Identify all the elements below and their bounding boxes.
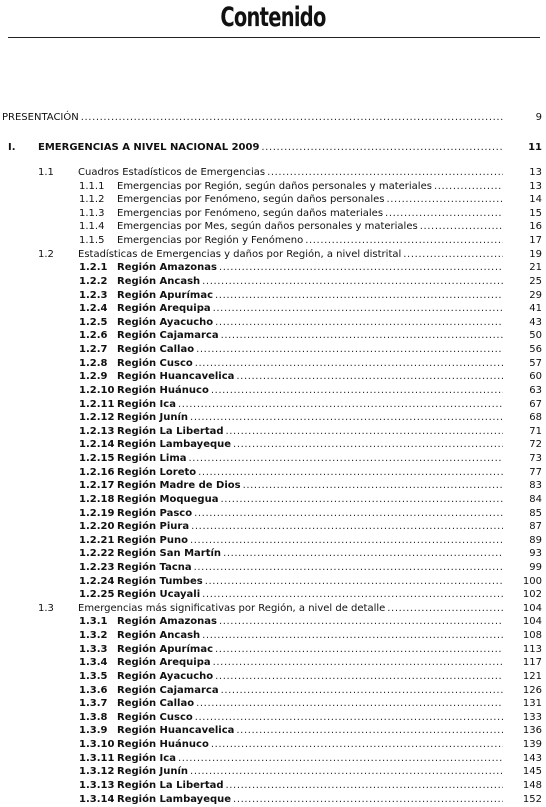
toc-entry-page: 25 — [529, 275, 542, 287]
toc-entry[interactable] — [0, 534, 546, 548]
toc-entry[interactable] — [0, 738, 546, 752]
toc-entry-label: Emergencias por Fenómeno, según daños personales — [117, 194, 385, 206]
toc-entry-label: Región Pasco — [117, 507, 193, 519]
toc-leader-dots — [202, 275, 503, 289]
toc-entry-page: 11 — [528, 142, 542, 153]
toc-entry-label: Región Arequipa — [117, 657, 211, 669]
toc-entry-page: 67 — [529, 398, 542, 410]
toc-entry[interactable] — [0, 180, 546, 194]
toc-leader-dots — [194, 507, 503, 521]
toc-leader-dots — [215, 289, 503, 303]
toc-entry-number: 1.2.12 — [79, 412, 115, 424]
toc-entry[interactable] — [0, 479, 546, 493]
toc-entry-label: Emergencias por Mes, según daños personales y materiales — [117, 221, 418, 233]
toc-leader-dots — [226, 425, 504, 439]
toc-entry[interactable] — [0, 779, 546, 793]
toc-entry-number: 1.3.5 — [79, 670, 108, 682]
toc-entry-page: 87 — [529, 521, 542, 533]
toc-entry-page: 13 — [529, 167, 542, 178]
toc-entry-page: 73 — [529, 453, 542, 465]
toc-entry-page: 100 — [522, 575, 542, 587]
toc-entry-page: 85 — [529, 507, 542, 519]
toc-entry[interactable] — [0, 765, 546, 779]
toc-entry-number: 1.2.18 — [79, 493, 115, 505]
toc-entry-label: Región Ayacucho — [117, 670, 214, 682]
toc-entry-number: 1.2.10 — [79, 384, 115, 396]
toc-entry-number: 1.2.25 — [79, 589, 115, 601]
toc-entry-label: Región Cusco — [117, 357, 193, 369]
toc-entry[interactable] — [0, 724, 546, 738]
toc-leader-dots — [215, 670, 503, 684]
toc-entry-page: 104 — [522, 616, 542, 628]
toc-entry-number: 1.3.9 — [79, 725, 108, 737]
toc-leader-dots — [211, 738, 503, 752]
toc-leader-dots — [178, 398, 503, 412]
toc-entry[interactable] — [0, 248, 546, 262]
toc-entry-page: 50 — [529, 330, 542, 342]
toc-leader-dots — [267, 166, 503, 180]
toc-entry[interactable] — [0, 670, 546, 684]
toc-leader-dots — [403, 248, 503, 262]
toc-entry[interactable] — [0, 547, 546, 561]
toc-leader-dots — [213, 302, 503, 316]
toc-entry-page: 89 — [529, 534, 542, 546]
toc-leader-dots — [195, 357, 503, 371]
toc-entry-number: 1.2.9 — [79, 371, 108, 383]
toc-entry-page: 72 — [529, 439, 542, 451]
toc-entry-label: Emergencias más significativas por Región, a nivel de detalle — [78, 602, 386, 614]
toc-entry-page: 148 — [522, 779, 542, 791]
toc-entry-label: Región Junín — [117, 766, 189, 778]
toc-entry-label: Emergencias por Región y Fenómeno — [117, 235, 304, 247]
toc-entry-label: Región Callao — [117, 344, 195, 356]
toc-entry-number: 1.1.2 — [79, 194, 105, 206]
toc-entry-page: 143 — [522, 752, 542, 764]
toc-leader-dots — [236, 370, 503, 384]
toc-leader-dots — [213, 656, 503, 670]
toc-leader-dots — [233, 438, 503, 452]
toc-entry-page: 126 — [522, 684, 542, 696]
toc-entry[interactable] — [0, 656, 546, 670]
toc-entry[interactable] — [0, 493, 546, 507]
toc-leader-dots — [196, 697, 503, 711]
toc-entry-number: 1.3.14 — [79, 793, 115, 805]
toc-leader-dots — [205, 575, 503, 589]
toc-entry[interactable] — [0, 561, 546, 575]
toc-entry-number: 1.2.2 — [79, 275, 108, 287]
toc-entry-label: PRESENTACIÓN — [2, 112, 79, 123]
toc-entry[interactable] — [0, 452, 546, 466]
toc-entry-number: 1.2 — [38, 248, 54, 260]
toc-entry-label: Estadísticas de Emergencias y daños por Región, a nivel distrital — [78, 248, 402, 260]
toc-entry-page: 71 — [529, 425, 542, 437]
toc-entry-number: 1.3.11 — [79, 752, 115, 764]
toc-leader-dots — [385, 207, 503, 221]
toc-entry-label: Región Moquegua — [117, 493, 219, 505]
toc-entry[interactable] — [0, 520, 546, 534]
toc-leader-dots — [236, 724, 503, 738]
toc-entry-page: 139 — [522, 739, 542, 751]
toc-entry-number: 1.3 — [38, 602, 54, 614]
toc-entry-label: Región Huánuco — [117, 739, 209, 751]
toc-leader-dots — [243, 479, 503, 493]
toc-entry-label: Región Huánuco — [117, 384, 209, 396]
toc-entry-label: Región Lima — [117, 453, 187, 465]
toc-entry-page: 117 — [522, 657, 542, 669]
toc-entry[interactable] — [0, 343, 546, 357]
toc-leader-dots — [305, 234, 503, 248]
toc-entry-number: 1.1.4 — [79, 221, 105, 233]
toc-entry-label: Región Callao — [117, 698, 195, 710]
toc-leader-dots — [198, 466, 503, 480]
toc-entry-page: 136 — [522, 725, 542, 737]
toc-leader-dots — [387, 602, 503, 616]
toc-entry[interactable] — [0, 615, 546, 629]
toc-entry-label: Cuadros Estadísticos de Emergencias — [78, 167, 266, 178]
toc-entry-number: 1.1.5 — [79, 235, 105, 247]
toc-leader-dots — [202, 588, 503, 602]
toc-entry[interactable] — [0, 234, 546, 248]
toc-entry-page: 93 — [529, 548, 542, 560]
toc-entry[interactable] — [0, 684, 546, 698]
toc-leader-dots — [202, 629, 503, 643]
toc-entry-label: Región Apurímac — [117, 643, 214, 655]
toc-entry-page: 14 — [529, 194, 542, 206]
toc-entry-label: Emergencias por Región, según daños personales y materiales — [117, 180, 432, 192]
toc-leader-dots — [190, 534, 503, 548]
toc-entry[interactable] — [0, 507, 546, 521]
toc-entry-page: 13 — [529, 180, 542, 192]
toc-entry-page: 29 — [529, 289, 542, 301]
toc-entry[interactable] — [0, 697, 546, 711]
toc-entry-label: Región Apurímac — [117, 289, 214, 301]
toc-entry-page: 21 — [529, 262, 542, 274]
toc-entry-number: 1.3.7 — [79, 698, 108, 710]
toc-entry-label: Región Junín — [117, 412, 189, 424]
toc-entry[interactable] — [0, 166, 546, 180]
toc-entry[interactable] — [0, 466, 546, 480]
toc-entry-label: Región Arequipa — [117, 303, 211, 315]
toc-entry-label: Región Amazonas — [117, 262, 217, 274]
toc-entry-number: 1.2.8 — [79, 357, 108, 369]
toc-entry-number: 1.2.4 — [79, 303, 108, 315]
toc-entry-page: 113 — [522, 643, 542, 655]
toc-leader-dots — [221, 329, 503, 343]
toc-entry-page: 41 — [529, 303, 542, 315]
toc-entry-label: Región La Libertad — [117, 425, 224, 437]
toc-leader-dots — [195, 711, 503, 725]
toc-leader-dots — [178, 752, 503, 766]
toc-entry-number: 1.2.7 — [79, 344, 108, 356]
toc-entry[interactable] — [0, 111, 546, 125]
toc-entry-number: 1.3.3 — [79, 643, 108, 655]
toc-entry-label: Región Puno — [117, 534, 188, 546]
toc-leader-dots — [196, 343, 503, 357]
toc-entry-page: 83 — [529, 480, 542, 492]
toc-entry[interactable] — [0, 752, 546, 766]
toc-leader-dots — [190, 765, 503, 779]
toc-leader-dots — [215, 316, 503, 330]
toc-entry-number: 1.3.1 — [79, 616, 108, 628]
toc-entry-page: 60 — [529, 371, 542, 383]
toc-entry-page: 121 — [522, 670, 542, 682]
toc-leader-dots — [387, 193, 504, 207]
toc-leader-dots — [194, 561, 503, 575]
toc-entry-number: 1.3.2 — [79, 630, 108, 642]
toc-leader-dots — [226, 779, 504, 793]
toc-entry-number: 1.2.3 — [79, 289, 108, 301]
toc-leader-dots — [215, 643, 503, 657]
toc-entry-number: 1.1.3 — [79, 207, 105, 219]
toc-entry-number: 1.2.22 — [79, 548, 115, 560]
toc-leader-dots — [211, 384, 503, 398]
toc-entry-page: 152 — [522, 793, 542, 805]
toc-entry-page: 108 — [522, 630, 542, 642]
toc-entry[interactable] — [0, 207, 546, 221]
toc-leader-dots — [261, 141, 503, 155]
toc-entry-label: Región Ica — [117, 398, 176, 410]
toc-entry[interactable] — [0, 398, 546, 412]
toc-entry-number: 1.1 — [38, 167, 54, 178]
toc-entry-number: 1.3.8 — [79, 711, 108, 723]
toc-entry-page: 63 — [529, 384, 542, 396]
toc-entry[interactable] — [0, 220, 546, 234]
toc-entry[interactable] — [0, 289, 546, 303]
toc-entry-page: 57 — [529, 357, 542, 369]
toc-leader-dots — [219, 615, 503, 629]
toc-entry[interactable] — [0, 602, 546, 616]
toc-entry[interactable] — [0, 575, 546, 589]
toc-leader-dots — [219, 261, 503, 275]
toc-entry-page: 56 — [529, 344, 542, 356]
toc-entry-page: 99 — [529, 561, 542, 573]
toc-entry-page: 133 — [522, 711, 542, 723]
toc-leader-dots — [189, 452, 503, 466]
toc-entry-number: 1.3.6 — [79, 684, 108, 696]
toc-entry-page: 104 — [522, 602, 542, 614]
toc-entry[interactable] — [0, 643, 546, 657]
toc-entry[interactable] — [0, 629, 546, 643]
toc-entry[interactable] — [0, 275, 546, 289]
toc-entry-label: Región Ayacucho — [117, 316, 214, 328]
toc-entry-number: 1.2.21 — [79, 534, 115, 546]
toc-entry-page: 68 — [529, 412, 542, 424]
toc-entry-number: 1.2.15 — [79, 453, 115, 465]
toc-entry[interactable] — [0, 588, 546, 602]
toc-entry[interactable] — [0, 316, 546, 330]
toc-entry[interactable] — [0, 425, 546, 439]
toc-entry-label: Región Lambayeque — [117, 793, 232, 805]
toc-entry-number: 1.3.10 — [79, 739, 115, 751]
toc-leader-dots — [420, 220, 503, 234]
toc-entry-number: 1.2.13 — [79, 425, 115, 437]
toc-entry-number: 1.2.24 — [79, 575, 115, 587]
toc-entry-label: Región Amazonas — [117, 616, 217, 628]
toc-entry-page: 102 — [522, 589, 542, 601]
toc-entry-number: 1.2.19 — [79, 507, 115, 519]
toc-entry-label: Región Loreto — [117, 466, 197, 478]
toc-entry-page: 145 — [522, 766, 542, 778]
toc-entry-number: 1.2.1 — [79, 262, 108, 274]
toc-entry-page: 17 — [529, 235, 542, 247]
toc-leader-dots — [223, 547, 503, 561]
toc-entry-label: Región Ica — [117, 752, 176, 764]
toc-entry-number: 1.2.16 — [79, 466, 115, 478]
toc-entry-number: 1.2.14 — [79, 439, 115, 451]
toc-entry-label: Región Huancavelica — [117, 371, 235, 383]
toc-entry-label: Emergencias por Fenómeno, según daños materiales — [117, 207, 384, 219]
toc-entry-label: Región Huancavelica — [117, 725, 235, 737]
toc-entry[interactable] — [0, 141, 546, 155]
toc-leader-dots — [81, 111, 503, 125]
toc-leader-dots — [221, 684, 503, 698]
toc-entry-number: 1.2.23 — [79, 561, 115, 573]
toc-entry-label: EMERGENCIAS A NIVEL NACIONAL 2009 — [38, 142, 260, 153]
toc-entry-label: Región Tumbes — [117, 575, 203, 587]
toc-entry-number: I. — [8, 142, 16, 153]
toc-entry-number: 1.3.4 — [79, 657, 108, 669]
toc-entry-number: 1.2.17 — [79, 480, 115, 492]
toc-leader-dots — [220, 493, 503, 507]
toc-leader-dots — [190, 411, 503, 425]
toc-entry-page: 16 — [529, 221, 542, 233]
toc-entry[interactable] — [0, 357, 546, 371]
toc-entry-label: Región Ancash — [117, 275, 201, 287]
toc-entry-label: Región Ancash — [117, 630, 201, 642]
toc-entry-label: Región Lambayeque — [117, 439, 232, 451]
toc-entry-number: 1.3.12 — [79, 766, 115, 778]
toc-entry-label: Región San Martín — [117, 548, 222, 560]
toc-entry-page: 131 — [522, 698, 542, 710]
toc-entry-number: 1.2.20 — [79, 521, 115, 533]
toc-entry[interactable] — [0, 261, 546, 275]
title-rule — [8, 37, 540, 38]
toc-leader-dots — [434, 180, 503, 194]
toc-entry-label: Región Cusco — [117, 711, 193, 723]
toc-entry-page: 19 — [529, 248, 542, 260]
toc-entry[interactable] — [0, 302, 546, 316]
toc-leader-dots — [191, 520, 503, 534]
toc-entry-page: 77 — [529, 466, 542, 478]
toc-entry-label: Región Madre de Dios — [117, 480, 241, 492]
toc-entry-page: 84 — [529, 493, 542, 505]
toc-entry[interactable] — [0, 384, 546, 398]
toc-entry[interactable] — [0, 193, 546, 207]
toc-entry-label: Región Cajamarca — [117, 684, 219, 696]
toc-entry-page: 43 — [529, 316, 542, 328]
toc-entry-number: 1.3.13 — [79, 779, 115, 791]
toc-entry-number: 1.2.6 — [79, 330, 108, 342]
toc-entry-number: 1.2.5 — [79, 316, 108, 328]
toc-entry[interactable] — [0, 411, 546, 425]
toc-entry-label: Región Piura — [117, 521, 190, 533]
toc-entry-number: 1.2.11 — [79, 398, 115, 410]
toc-entry-label: Región Cajamarca — [117, 330, 219, 342]
toc-entry-label: Región Tacna — [117, 561, 192, 573]
toc-entry-number: 1.1.1 — [79, 180, 105, 192]
toc-entry[interactable] — [0, 329, 546, 343]
toc-entry-label: Región Ucayali — [117, 589, 201, 601]
toc-entry[interactable] — [0, 438, 546, 452]
page-title: Contenido — [220, 2, 326, 33]
toc-entry[interactable] — [0, 711, 546, 725]
toc-entry-page: 9 — [535, 112, 542, 123]
toc-entry[interactable] — [0, 370, 546, 384]
toc-entry-page: 15 — [529, 207, 542, 219]
toc-entry-label: Región La Libertad — [117, 779, 224, 791]
